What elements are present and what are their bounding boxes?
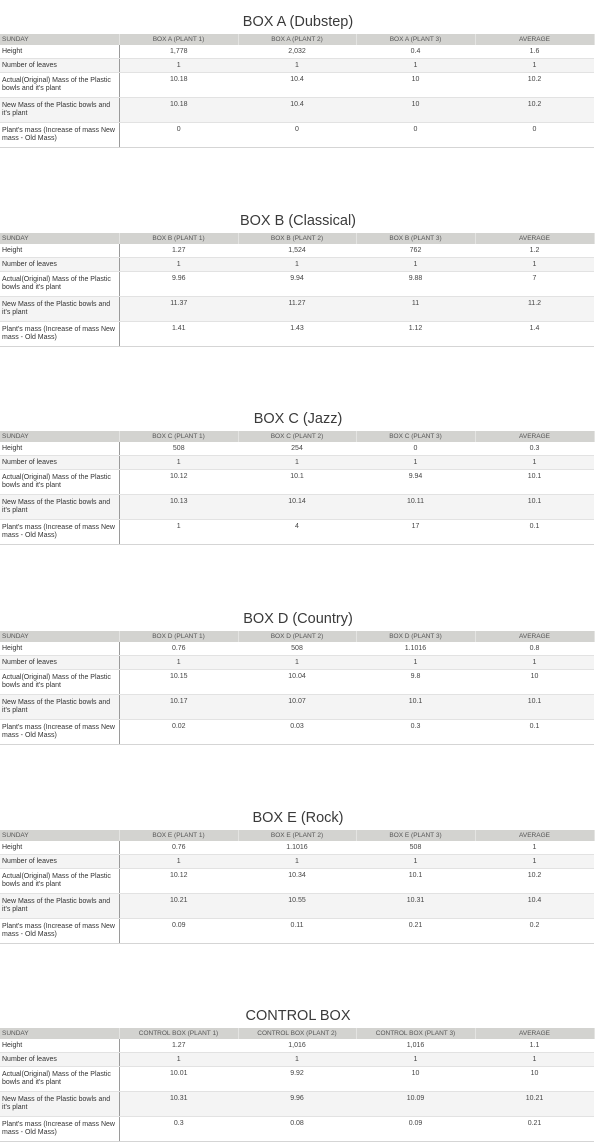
average-cell: 0.8 bbox=[475, 642, 594, 656]
header-cell-plant: BOX D (PLANT 3) bbox=[356, 631, 475, 642]
table-row bbox=[0, 670, 594, 695]
row-label: Height bbox=[0, 841, 119, 855]
data-table bbox=[0, 34, 595, 148]
table-row bbox=[0, 656, 594, 670]
row-label: New Mass of the Plastic bowls and it's plant bbox=[0, 894, 119, 919]
value-cell: 1.27 bbox=[119, 244, 238, 258]
value-cell: 10.12 bbox=[119, 470, 238, 495]
row-label: Actual(Original) Mass of the Plastic bowls and it's plant bbox=[0, 272, 119, 297]
row-label: Plant's mass (Increase of mass New mass - Old Mass) bbox=[0, 1117, 119, 1142]
average-cell: 10.2 bbox=[475, 73, 594, 98]
value-cell: 508 bbox=[356, 841, 475, 855]
average-cell: 10.1 bbox=[475, 470, 594, 495]
value-cell: 1 bbox=[119, 520, 238, 545]
table-row bbox=[0, 297, 594, 322]
header-cell-plant: BOX B (PLANT 3) bbox=[356, 233, 475, 244]
table-row bbox=[0, 123, 594, 148]
table-row bbox=[0, 695, 594, 720]
value-cell: 10.04 bbox=[238, 670, 356, 695]
average-cell: 0.3 bbox=[475, 442, 594, 456]
average-cell: 1 bbox=[475, 1053, 594, 1067]
value-cell: 9.94 bbox=[238, 272, 356, 297]
value-cell: 1.43 bbox=[238, 322, 356, 347]
row-label: Plant's mass (Increase of mass New mass - Old Mass) bbox=[0, 520, 119, 545]
value-cell: 10.13 bbox=[119, 495, 238, 520]
table-row bbox=[0, 520, 594, 545]
header-cell-plant: BOX E (PLANT 2) bbox=[238, 830, 356, 841]
value-cell: 1.12 bbox=[356, 322, 475, 347]
header-cell-average: AVERAGE bbox=[475, 233, 594, 244]
table-row bbox=[0, 1117, 594, 1142]
value-cell: 1 bbox=[119, 656, 238, 670]
section-title: BOX A (Dubstep) bbox=[242, 14, 354, 30]
header-cell-average: AVERAGE bbox=[475, 830, 594, 841]
average-cell: 1 bbox=[475, 59, 594, 73]
value-cell: 10.01 bbox=[119, 1067, 238, 1092]
data-table bbox=[0, 233, 595, 347]
value-cell: 10.1 bbox=[238, 470, 356, 495]
average-cell: 10.2 bbox=[475, 98, 594, 123]
table-row bbox=[0, 495, 594, 520]
average-cell: 0.1 bbox=[475, 720, 594, 745]
table-row bbox=[0, 59, 594, 73]
table-row bbox=[0, 322, 594, 347]
value-cell: 1 bbox=[356, 59, 475, 73]
average-cell: 7 bbox=[475, 272, 594, 297]
value-cell: 0 bbox=[356, 442, 475, 456]
table-row bbox=[0, 894, 594, 919]
value-cell: 10.34 bbox=[238, 869, 356, 894]
average-cell: 10.2 bbox=[475, 869, 594, 894]
value-cell: 10.55 bbox=[238, 894, 356, 919]
average-cell: 10.4 bbox=[475, 894, 594, 919]
value-cell: 1 bbox=[356, 456, 475, 470]
table-row bbox=[0, 73, 594, 98]
value-cell: 1 bbox=[238, 456, 356, 470]
average-cell: 10.21 bbox=[475, 1092, 594, 1117]
header-cell-plant: BOX A (PLANT 3) bbox=[356, 34, 475, 45]
table-row bbox=[0, 98, 594, 123]
average-cell: 0.1 bbox=[475, 520, 594, 545]
row-label: Plant's mass (Increase of mass New mass - Old Mass) bbox=[0, 322, 119, 347]
value-cell: 10.18 bbox=[119, 73, 238, 98]
value-cell: 9.8 bbox=[356, 670, 475, 695]
value-cell: 1,016 bbox=[356, 1039, 475, 1053]
data-table bbox=[0, 830, 595, 944]
average-cell: 10 bbox=[475, 670, 594, 695]
table-row bbox=[0, 855, 594, 869]
average-cell: 11.2 bbox=[475, 297, 594, 322]
table-row bbox=[0, 1039, 594, 1053]
table-header-row bbox=[0, 1028, 594, 1039]
average-cell: 10.1 bbox=[475, 495, 594, 520]
header-cell-day: SUNDAY bbox=[0, 431, 119, 442]
table-row bbox=[0, 841, 594, 855]
row-label: New Mass of the Plastic bowls and it's plant bbox=[0, 98, 119, 123]
value-cell: 1,524 bbox=[238, 244, 356, 258]
value-cell: 0 bbox=[238, 123, 356, 148]
value-cell: 1 bbox=[119, 59, 238, 73]
value-cell: 0.09 bbox=[356, 1117, 475, 1142]
row-label: Actual(Original) Mass of the Plastic bowls and it's plant bbox=[0, 670, 119, 695]
value-cell: 10.15 bbox=[119, 670, 238, 695]
value-cell: 1 bbox=[119, 855, 238, 869]
table-row bbox=[0, 1092, 594, 1117]
value-cell: 4 bbox=[238, 520, 356, 545]
row-label: New Mass of the Plastic bowls and it's plant bbox=[0, 495, 119, 520]
value-cell: 11.37 bbox=[119, 297, 238, 322]
average-cell: 1 bbox=[475, 855, 594, 869]
row-label: New Mass of the Plastic bowls and it's plant bbox=[0, 297, 119, 322]
table-row bbox=[0, 919, 594, 944]
value-cell: 10.09 bbox=[356, 1092, 475, 1117]
header-cell-day: SUNDAY bbox=[0, 1028, 119, 1039]
table-row bbox=[0, 45, 594, 59]
data-table bbox=[0, 631, 595, 745]
value-cell: 9.96 bbox=[238, 1092, 356, 1117]
value-cell: 1,016 bbox=[238, 1039, 356, 1053]
table-header-row bbox=[0, 431, 594, 442]
value-cell: 10.4 bbox=[238, 98, 356, 123]
value-cell: 1.41 bbox=[119, 322, 238, 347]
value-cell: 0.08 bbox=[238, 1117, 356, 1142]
row-label: Number of leaves bbox=[0, 1053, 119, 1067]
value-cell: 10 bbox=[356, 98, 475, 123]
value-cell: 10.11 bbox=[356, 495, 475, 520]
value-cell: 1 bbox=[238, 656, 356, 670]
value-cell: 11.27 bbox=[238, 297, 356, 322]
value-cell: 1 bbox=[238, 59, 356, 73]
value-cell: 1 bbox=[356, 855, 475, 869]
row-label: Number of leaves bbox=[0, 656, 119, 670]
header-cell-plant: CONTROL BOX (PLANT 2) bbox=[238, 1028, 356, 1039]
value-cell: 17 bbox=[356, 520, 475, 545]
header-cell-plant: BOX D (PLANT 2) bbox=[238, 631, 356, 642]
value-cell: 9.94 bbox=[356, 470, 475, 495]
header-cell-average: AVERAGE bbox=[475, 1028, 594, 1039]
row-label: Plant's mass (Increase of mass New mass - Old Mass) bbox=[0, 123, 119, 148]
value-cell: 1 bbox=[238, 258, 356, 272]
header-cell-average: AVERAGE bbox=[475, 431, 594, 442]
value-cell: 0.76 bbox=[119, 642, 238, 656]
value-cell: 2,032 bbox=[238, 45, 356, 59]
value-cell: 254 bbox=[238, 442, 356, 456]
row-label: Actual(Original) Mass of the Plastic bowls and it's plant bbox=[0, 869, 119, 894]
value-cell: 1 bbox=[356, 656, 475, 670]
row-label: Actual(Original) Mass of the Plastic bowls and it's plant bbox=[0, 73, 119, 98]
value-cell: 508 bbox=[119, 442, 238, 456]
row-label: Height bbox=[0, 244, 119, 258]
average-cell: 1.6 bbox=[475, 45, 594, 59]
header-cell-plant: BOX C (PLANT 1) bbox=[119, 431, 238, 442]
row-label: Actual(Original) Mass of the Plastic bowls and it's plant bbox=[0, 1067, 119, 1092]
value-cell: 1.1016 bbox=[238, 841, 356, 855]
value-cell: 1.27 bbox=[119, 1039, 238, 1053]
header-cell-plant: BOX E (PLANT 1) bbox=[119, 830, 238, 841]
table-row bbox=[0, 272, 594, 297]
header-cell-day: SUNDAY bbox=[0, 631, 119, 642]
average-cell: 0.2 bbox=[475, 919, 594, 944]
value-cell: 10.18 bbox=[119, 98, 238, 123]
table-row bbox=[0, 470, 594, 495]
value-cell: 1 bbox=[119, 456, 238, 470]
value-cell: 9.92 bbox=[238, 1067, 356, 1092]
value-cell: 0.02 bbox=[119, 720, 238, 745]
value-cell: 0.03 bbox=[238, 720, 356, 745]
table-row bbox=[0, 720, 594, 745]
value-cell: 9.96 bbox=[119, 272, 238, 297]
row-label: Height bbox=[0, 1039, 119, 1053]
value-cell: 1,778 bbox=[119, 45, 238, 59]
average-cell: 1.2 bbox=[475, 244, 594, 258]
table-row bbox=[0, 642, 594, 656]
section-title: CONTROL BOX bbox=[245, 1008, 351, 1024]
value-cell: 10.4 bbox=[238, 73, 356, 98]
average-cell: 1 bbox=[475, 841, 594, 855]
value-cell: 10 bbox=[356, 73, 475, 98]
header-cell-plant: BOX C (PLANT 3) bbox=[356, 431, 475, 442]
value-cell: 0.4 bbox=[356, 45, 475, 59]
table-row bbox=[0, 456, 594, 470]
value-cell: 10.31 bbox=[119, 1092, 238, 1117]
header-cell-day: SUNDAY bbox=[0, 233, 119, 244]
row-label: Number of leaves bbox=[0, 456, 119, 470]
table-row bbox=[0, 1053, 594, 1067]
row-label: Number of leaves bbox=[0, 59, 119, 73]
table-row bbox=[0, 244, 594, 258]
value-cell: 0.21 bbox=[356, 919, 475, 944]
header-cell-plant: CONTROL BOX (PLANT 1) bbox=[119, 1028, 238, 1039]
row-label: Height bbox=[0, 642, 119, 656]
row-label: Plant's mass (Increase of mass New mass - Old Mass) bbox=[0, 919, 119, 944]
value-cell: 10.17 bbox=[119, 695, 238, 720]
value-cell: 0 bbox=[119, 123, 238, 148]
header-cell-plant: BOX A (PLANT 1) bbox=[119, 34, 238, 45]
value-cell: 1 bbox=[356, 258, 475, 272]
value-cell: 0.3 bbox=[356, 720, 475, 745]
row-label: Plant's mass (Increase of mass New mass - Old Mass) bbox=[0, 720, 119, 745]
value-cell: 1 bbox=[356, 1053, 475, 1067]
table-row bbox=[0, 869, 594, 894]
average-cell: 0.21 bbox=[475, 1117, 594, 1142]
value-cell: 0 bbox=[356, 123, 475, 148]
data-table bbox=[0, 431, 595, 545]
value-cell: 10 bbox=[356, 1067, 475, 1092]
table-header-row bbox=[0, 830, 594, 841]
header-cell-plant: BOX B (PLANT 1) bbox=[119, 233, 238, 244]
value-cell: 0.11 bbox=[238, 919, 356, 944]
value-cell: 1 bbox=[119, 1053, 238, 1067]
value-cell: 9.88 bbox=[356, 272, 475, 297]
value-cell: 10.14 bbox=[238, 495, 356, 520]
table-header-row bbox=[0, 233, 594, 244]
section-title: BOX E (Rock) bbox=[252, 810, 344, 826]
value-cell: 11 bbox=[356, 297, 475, 322]
header-cell-plant: BOX A (PLANT 2) bbox=[238, 34, 356, 45]
value-cell: 10.07 bbox=[238, 695, 356, 720]
value-cell: 0.3 bbox=[119, 1117, 238, 1142]
section-title: BOX D (Country) bbox=[243, 611, 353, 627]
average-cell: 1.4 bbox=[475, 322, 594, 347]
data-table bbox=[0, 1028, 595, 1142]
value-cell: 1 bbox=[238, 1053, 356, 1067]
row-label: New Mass of the Plastic bowls and it's plant bbox=[0, 1092, 119, 1117]
value-cell: 10.1 bbox=[356, 869, 475, 894]
header-cell-average: AVERAGE bbox=[475, 34, 594, 45]
row-label: Number of leaves bbox=[0, 258, 119, 272]
table-row bbox=[0, 258, 594, 272]
value-cell: 508 bbox=[238, 642, 356, 656]
average-cell: 1 bbox=[475, 456, 594, 470]
average-cell: 10 bbox=[475, 1067, 594, 1092]
header-cell-plant: BOX E (PLANT 3) bbox=[356, 830, 475, 841]
value-cell: 10.12 bbox=[119, 869, 238, 894]
header-cell-plant: BOX C (PLANT 2) bbox=[238, 431, 356, 442]
table-row bbox=[0, 442, 594, 456]
table-row bbox=[0, 1067, 594, 1092]
table-header-row bbox=[0, 34, 594, 45]
row-label: Height bbox=[0, 442, 119, 456]
value-cell: 0.09 bbox=[119, 919, 238, 944]
row-label: Actual(Original) Mass of the Plastic bowls and it's plant bbox=[0, 470, 119, 495]
row-label: Number of leaves bbox=[0, 855, 119, 869]
average-cell: 0 bbox=[475, 123, 594, 148]
table-header-row bbox=[0, 631, 594, 642]
row-label: Height bbox=[0, 45, 119, 59]
value-cell: 1.1016 bbox=[356, 642, 475, 656]
value-cell: 1 bbox=[238, 855, 356, 869]
header-cell-day: SUNDAY bbox=[0, 830, 119, 841]
header-cell-plant: BOX B (PLANT 2) bbox=[238, 233, 356, 244]
row-label: New Mass of the Plastic bowls and it's plant bbox=[0, 695, 119, 720]
header-cell-plant: CONTROL BOX (PLANT 3) bbox=[356, 1028, 475, 1039]
value-cell: 0.76 bbox=[119, 841, 238, 855]
value-cell: 10.1 bbox=[356, 695, 475, 720]
header-cell-average: AVERAGE bbox=[475, 631, 594, 642]
average-cell: 1.1 bbox=[475, 1039, 594, 1053]
average-cell: 1 bbox=[475, 258, 594, 272]
value-cell: 762 bbox=[356, 244, 475, 258]
section-title: BOX B (Classical) bbox=[239, 213, 357, 229]
header-cell-plant: BOX D (PLANT 1) bbox=[119, 631, 238, 642]
average-cell: 1 bbox=[475, 656, 594, 670]
section-title: BOX C (Jazz) bbox=[253, 411, 343, 427]
header-cell-day: SUNDAY bbox=[0, 34, 119, 45]
value-cell: 1 bbox=[119, 258, 238, 272]
value-cell: 10.21 bbox=[119, 894, 238, 919]
average-cell: 10.1 bbox=[475, 695, 594, 720]
value-cell: 10.31 bbox=[356, 894, 475, 919]
